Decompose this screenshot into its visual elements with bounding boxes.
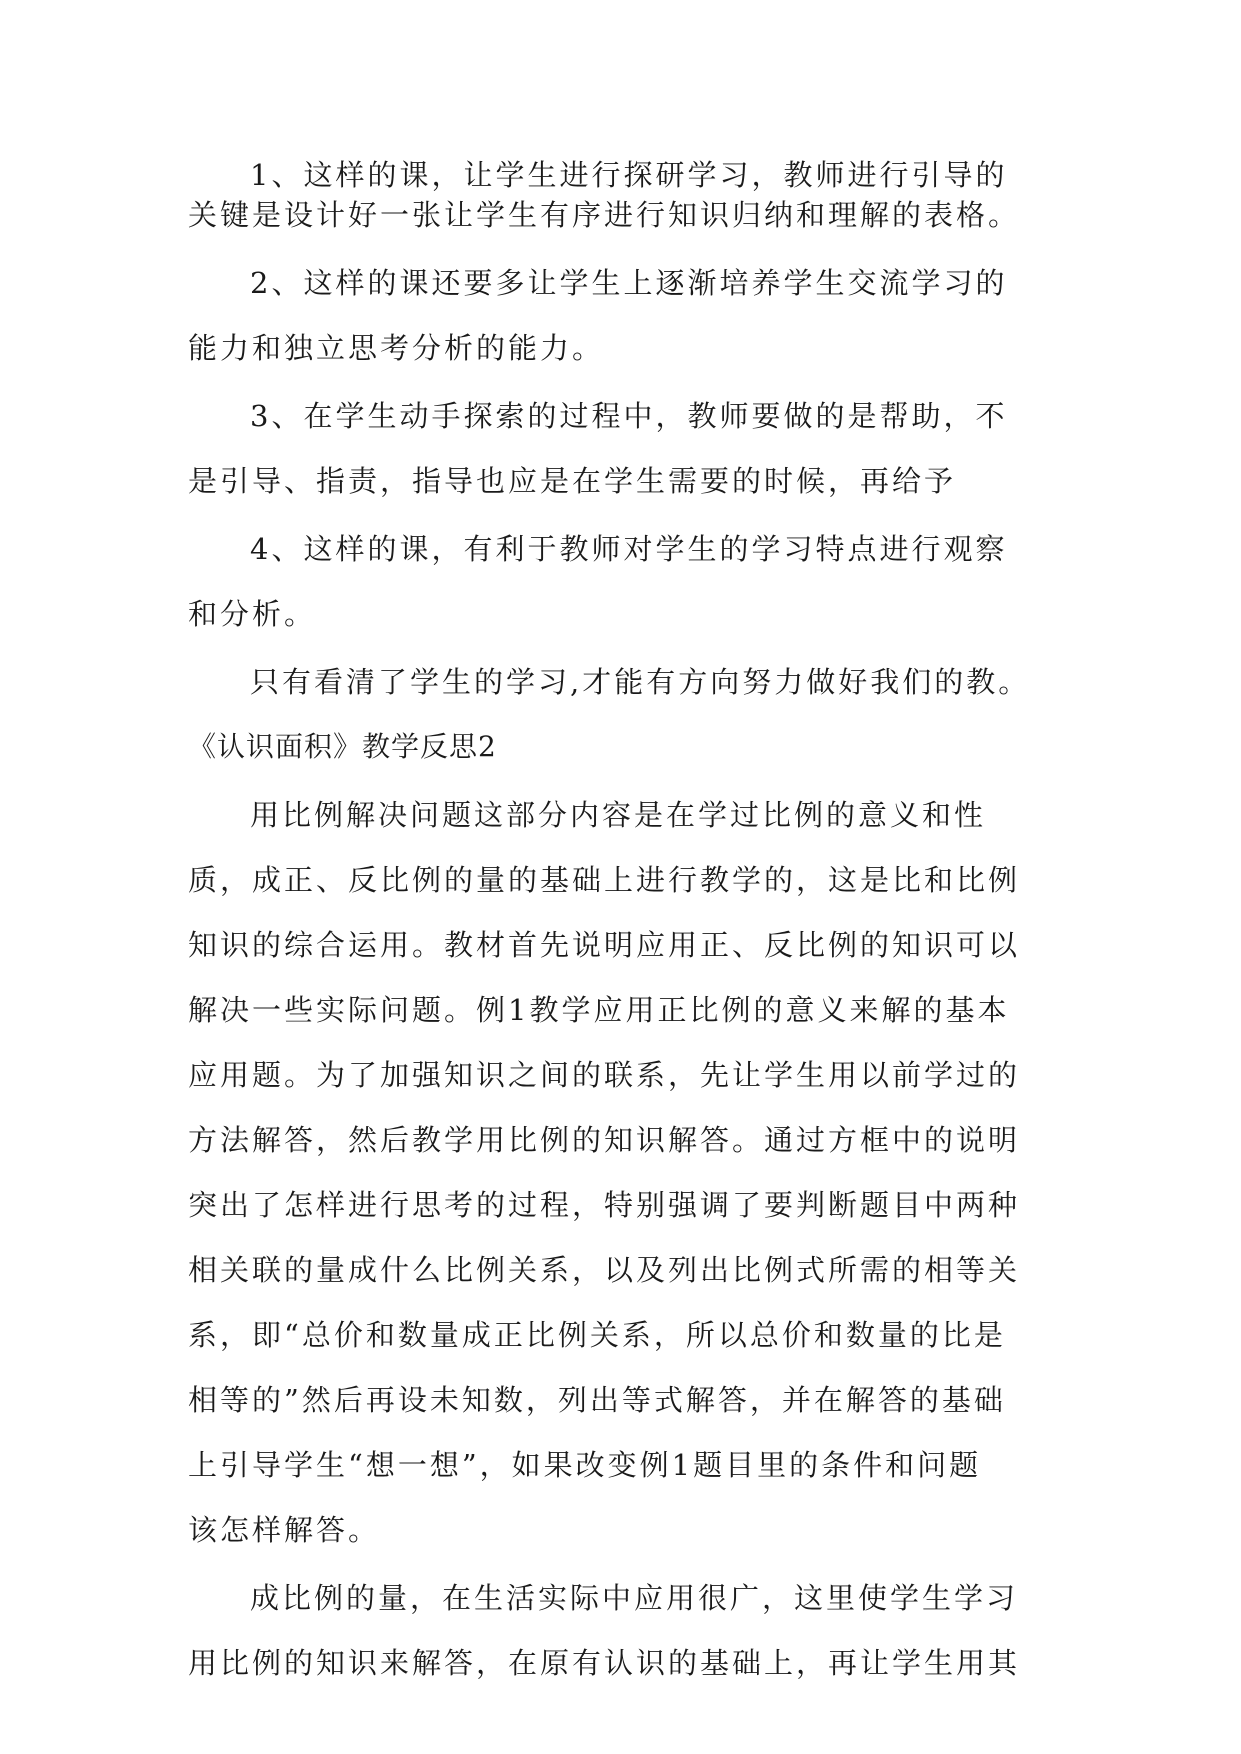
section-paragraph-1-line-12: 该怎样解答。 — [188, 1513, 381, 1547]
paragraph-3-line-2: 是引导、指责，指导也应是在学生需要的时候，再给予 — [188, 464, 957, 498]
section-paragraph-1-line-11: 上引导学生“想一想”，如果改变例1题目里的条件和问题 — [188, 1448, 982, 1482]
section-title: 《认识面积》教学反思2 — [188, 730, 497, 763]
paragraph-3-line-1: 3、在学生动手探索的过程中，教师要做的是帮助，不 — [250, 399, 1008, 433]
section-paragraph-2-line-2: 用比例的知识来解答，在原有认识的基础上，再让学生用其 — [188, 1646, 1021, 1680]
section-paragraph-1-line-6: 方法解答，然后教学用比例的知识解答。通过方框中的说明 — [188, 1123, 1021, 1157]
section-paragraph-1-line-2: 质，成正、反比例的量的基础上进行教学的，这是比和比例 — [188, 863, 1021, 897]
section-paragraph-1-line-10: 相等的”然后再设未知数，列出等式解答，并在解答的基础 — [188, 1383, 1006, 1417]
section-paragraph-1-line-5: 应用题。为了加强知识之间的联系，先让学生用以前学过的 — [188, 1058, 1021, 1092]
paragraph-2-line-1: 2、这样的课还要多让学生上逐渐培养学生交流学习的 — [250, 266, 1008, 300]
document-page — [188, 155, 1058, 1683]
paragraph-4-line-1: 4、这样的课，有利于教师对学生的学习特点进行观察 — [250, 532, 1008, 566]
section-paragraph-1-line-1: 用比例解决问题这部分内容是在学过比例的意义和性 — [250, 798, 987, 832]
paragraph-1-line-2: 关键是设计好一张让学生有序进行知识归纳和理解的表格。 — [188, 198, 1021, 232]
paragraph-4-line-2: 和分析。 — [188, 597, 317, 631]
section-paragraph-1-line-4: 解决一些实际问题。例1教学应用正比例的意义来解的基本 — [188, 993, 1010, 1027]
section-paragraph-1-line-9: 系，即“总价和数量成正比例关系，所以总价和数量的比是 — [188, 1318, 1006, 1352]
paragraph-2-line-2: 能力和独立思考分析的能力。 — [188, 331, 605, 365]
section-paragraph-1-line-7: 突出了怎样进行思考的过程，特别强调了要判断题目中两种 — [188, 1188, 1021, 1222]
section-paragraph-1-line-3: 知识的综合运用。教材首先说明应用正、反比例的知识可以 — [188, 928, 1021, 962]
section-paragraph-2-line-1: 成比例的量，在生活实际中应用很广，这里使学生学习 — [250, 1581, 1019, 1615]
paragraph-5-line-1: 只有看清了学生的学习,才能有方向努力做好我们的教。 — [250, 665, 1031, 699]
paragraph-1-line-1: 1、这样的课，让学生进行探研学习，教师进行引导的 — [250, 158, 1008, 192]
section-paragraph-1-line-8: 相关联的量成什么比例关系，以及列出比例式所需的相等关 — [188, 1253, 1021, 1287]
